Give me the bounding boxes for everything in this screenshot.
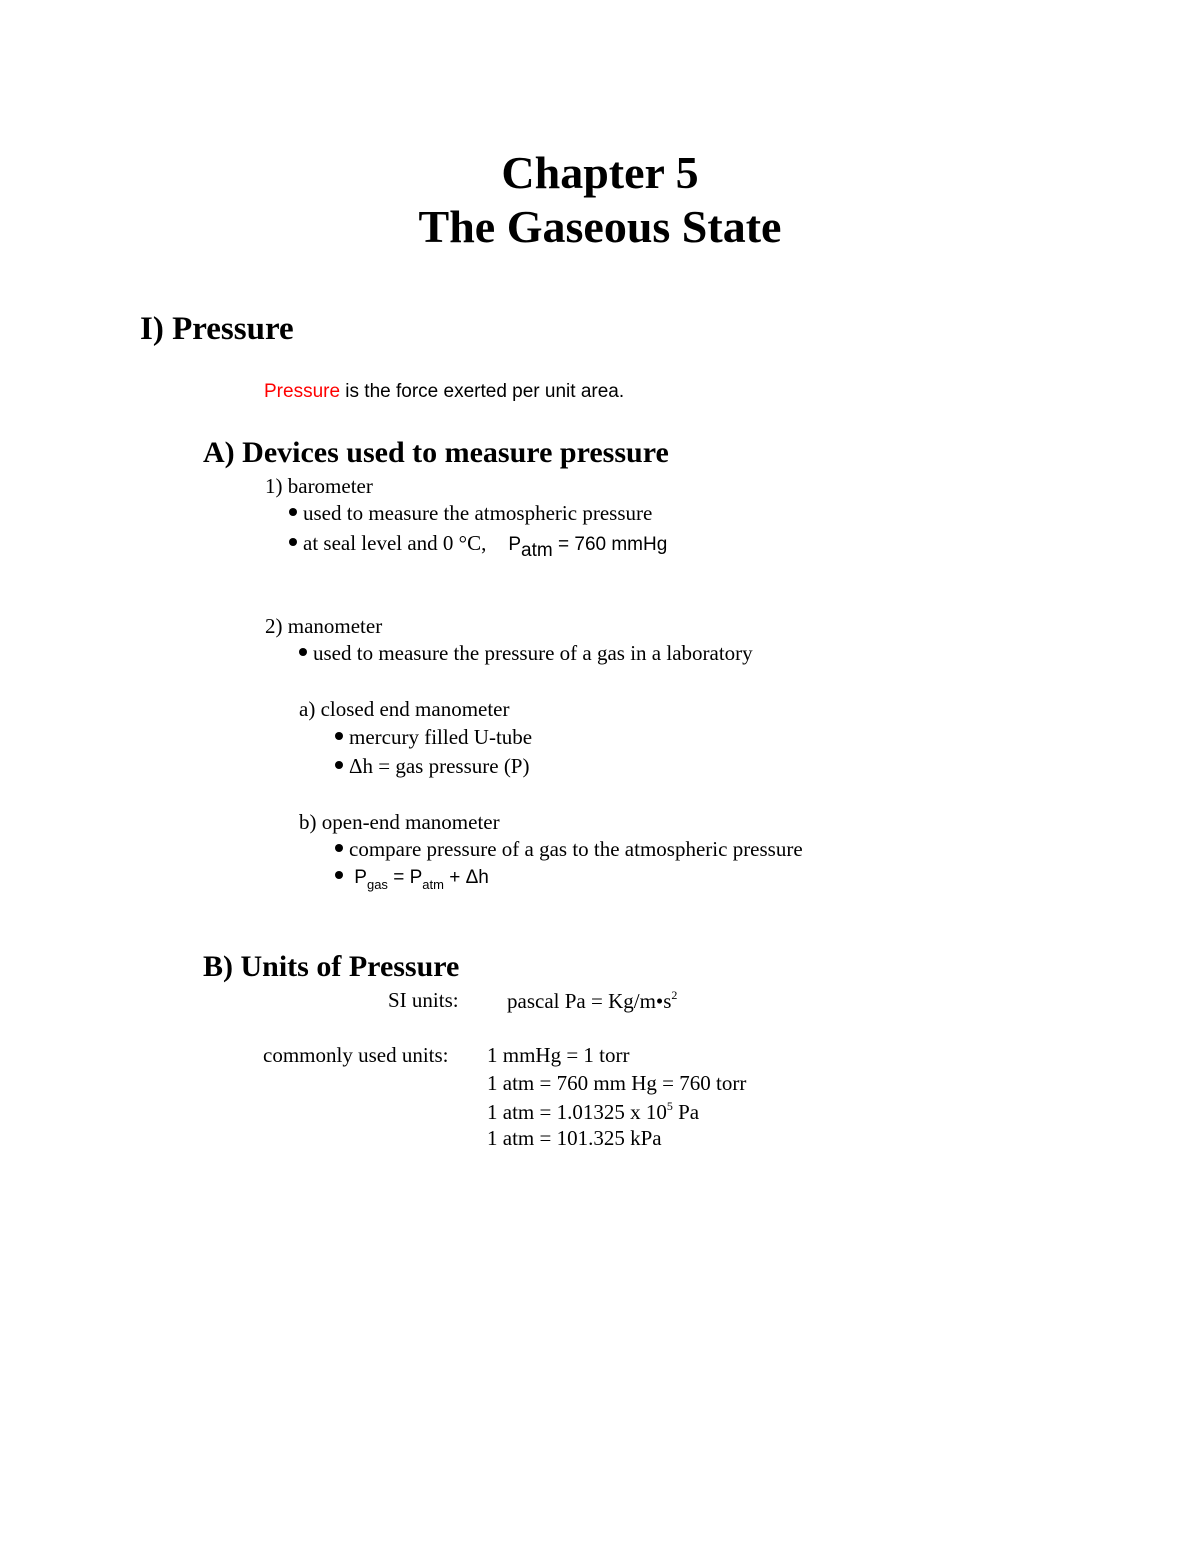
si-units-label: SI units: [388,988,459,1012]
barometer-label: 1) barometer [265,474,373,498]
bullet-icon [289,508,297,516]
unit-conversion-2: 1 atm = 760 mm Hg = 760 torr [487,1071,747,1095]
chapter-subtitle: The Gaseous State [418,201,782,252]
open-manometer-label: b) open-end manometer [299,810,500,834]
manometer-bullet-1: used to measure the pressure of a gas in a laboratory [299,641,753,666]
manometer-label: 2) manometer [265,614,383,638]
bullet-icon [289,538,297,546]
barometer-bullet-1: used to measure the atmospheric pressure [289,501,652,526]
unit-conversion-4: 1 atm = 101.325 kPa [487,1126,662,1150]
bullet-icon [299,648,307,656]
closed-manometer-label: a) closed end manometer [299,697,510,721]
bullet-icon [335,732,343,740]
definition-text: is the force exerted per unit area. [340,381,625,402]
section-heading-pressure: I) Pressure [140,311,294,347]
bullet-icon [335,871,343,879]
open-manometer-equation: $P_{gas} = P_{atm} + \Delta h$ [335,867,489,892]
open-manometer-bullet-1: compare pressure of a gas to the atmospheric pressure [335,837,803,862]
unit-conversion-3: 1 atm = 1.01325 x $10^5$ Pa [487,1099,700,1124]
common-units-label: commonly used units: [263,1043,449,1067]
bullet-icon [335,761,343,769]
closed-manometer-bullet-2: Δh = gas pressure (P) [335,754,529,779]
barometer-bullet-2: at seal level and 0 °C, $P_{atm} = 760$ mmHg [289,531,667,562]
chapter-title: Chapter 5 [501,147,699,198]
closed-manometer-bullet-1: mercury filled U-tube [335,725,532,750]
subsection-heading-units: B) Units of Pressure [203,950,460,983]
definition-term: Pressure [264,381,341,402]
si-units-value: pascal $Pa = Kg/m•s^2$ [507,988,678,1013]
unit-conversion-1: 1 mmHg = 1 torr [487,1043,630,1067]
pressure-definition [264,381,624,403]
subsection-heading-devices: A) Devices used to measure pressure [203,436,669,469]
bullet-icon [335,844,343,852]
